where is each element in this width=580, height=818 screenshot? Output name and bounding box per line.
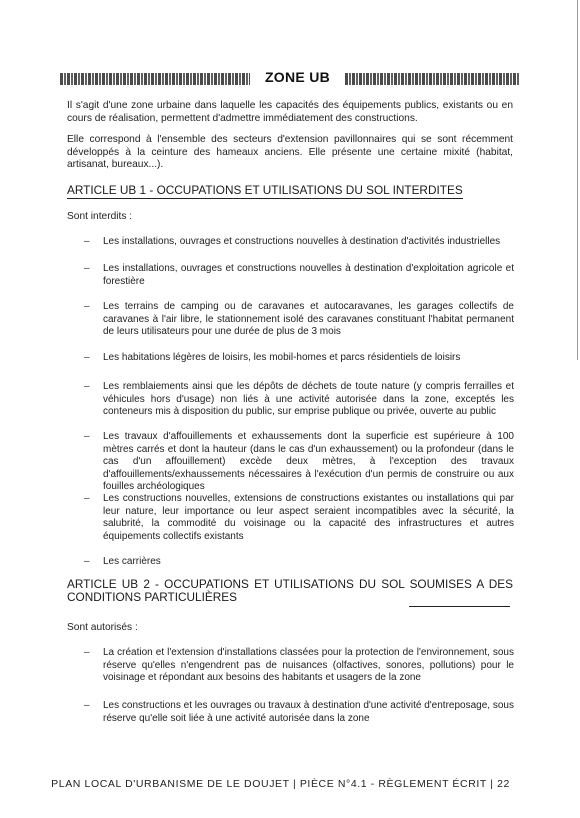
bullet-icon: – bbox=[84, 301, 90, 312]
article-2-title: ARTICLE UB 2 - OCCUPATIONS ET UTILISATIONS DU SOL SOUMISES A DES CONDITIONS PARTICULIÈRES bbox=[67, 577, 513, 604]
zone-header bbox=[60, 69, 520, 89]
bullet-icon: – bbox=[84, 381, 90, 392]
list-item-text: Les carrières bbox=[103, 556, 161, 567]
header-decoration-right bbox=[345, 73, 520, 85]
list-item-text: Les travaux d'affouillements et exhaussements dont la superficie est supérieure à 100 mètres carrés et dont la hauteur (dans le cas d'un exhaussement) ou la profondeur (dans le cas d'un affouillement) excède deux mètres, à l'exception des travaux d'affouillements/exhaussements nécessaires à l'exécution d'un permis de construire ou aux fouilles archéologiques bbox=[103, 431, 514, 492]
bullet-icon: – bbox=[84, 493, 90, 504]
list-item-text: Les installations, ouvrages et constructions nouvelles à destination d'activités industrielles bbox=[103, 236, 501, 247]
bullet-icon: – bbox=[84, 352, 90, 363]
bullet-icon: – bbox=[84, 556, 90, 567]
bullet-icon: – bbox=[84, 431, 90, 442]
list-item-text: Les constructions nouvelles, extensions de constructions existantes ou installations qui par leur nature, leur importance ou leur aspect seraient incompatibles avec la sécurité, la salubrité, la commodité du voisinage ou la capacité des infrastructures et autres équipements collectifs existants bbox=[103, 493, 514, 542]
bullet-icon: – bbox=[84, 700, 90, 711]
scan-edge-line bbox=[577, 0, 578, 360]
article-2-intro: Sont autorisés : bbox=[67, 622, 138, 633]
article-1-title-text: ARTICLE UB 1 - OCCUPATIONS ET UTILISATIONS DU SOL INTERDITES bbox=[67, 183, 463, 197]
list-item-text: Les constructions et les ouvrages ou travaux à destination d'une activité d'entreposage, sous réserve qu'elle soit liée à une activité autorisée dans la zone bbox=[103, 700, 514, 724]
page-footer: PLAN LOCAL D'URBANISME DE LE DOUJET | PIÈCE N°4.1 - RÈGLEMENT ÉCRIT | 22 bbox=[51, 778, 510, 790]
list-item-text: Les habitations légères de loisirs, les mobil-homes et parcs résidentiels de loisirs bbox=[103, 352, 461, 363]
list-item-text: Les installations, ouvrages et constructions nouvelles à destination d'exploitation agricole et forestière bbox=[103, 263, 514, 287]
list-item-text: Les remblaiements ainsi que les dépôts de déchets de toute nature (y compris ferrailles et véhicules hors d'usage) non liés à une activité autorisée dans la zone, exceptés les conteneurs mis à disposition du public, sur emprise publique ou privée, ouverte au public bbox=[103, 381, 514, 417]
header-decoration-left bbox=[60, 73, 250, 85]
bullet-icon: – bbox=[84, 647, 90, 658]
intro-paragraph-2: Elle correspond à l'ensemble des secteurs d'extension pavillonnaires qui se sont récemment développés à la ceinture des hameaux anciens. Elle présente une certaine mixité (habitat, artisanat, bureaux...). bbox=[67, 134, 513, 170]
bullet-icon: – bbox=[84, 236, 90, 247]
zone-title: ZONE UB bbox=[264, 69, 331, 85]
list-item-text: La création et l'extension d'installations classées pour la protection de l'environnement, sous réserve qu'elles n'engendrent pas de nuisances (olfactives, sonores, pollutions) pour le voisinage et répondant aux besoins des habitants et usagers de la zone bbox=[103, 647, 514, 683]
article-2-title-underline bbox=[409, 606, 510, 607]
article-1-title bbox=[67, 184, 513, 197]
intro-paragraph-1: Il s'agit d'une zone urbaine dans laquelle les capacités des équipements publics, existants ou en cours de réalisation, permettent d'admettre immédiatement des constructions. bbox=[67, 100, 513, 124]
list-item-text: Les terrains de camping ou de caravanes et autocaravanes, les garages collectifs de caravanes à l'air libre, le stationnement isolé des caravanes constituant l'habitat permanent de leurs utilisateurs pour une durée de plus de 3 mois bbox=[103, 301, 514, 337]
bullet-icon: – bbox=[84, 263, 90, 274]
article-1-intro: Sont interdits : bbox=[67, 211, 133, 222]
